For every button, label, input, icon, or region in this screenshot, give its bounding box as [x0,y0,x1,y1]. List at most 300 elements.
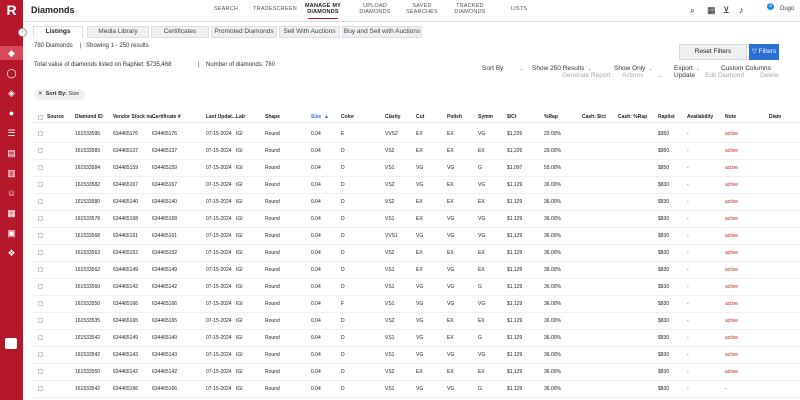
cell-cut: VG [416,284,424,290]
show-only-label: Show Only [614,65,646,72]
cell-clarity: VS2 [385,199,395,205]
cell-lab: IGI [236,199,243,205]
table-row[interactable] [33,228,800,245]
cell-pct-rap: 36.00% [544,199,561,205]
cell-clarity: VS1 [385,386,395,392]
cell-symm: EX [478,318,485,324]
grid-icon[interactable]: ▦ [7,208,16,218]
nav-lists[interactable]: LISTS [510,6,528,12]
column-header-certificate[interactable] [152,114,181,120]
column-header-shape[interactable] [265,114,280,120]
sidebar [0,0,23,400]
cell-clarity: VS1 [385,335,395,341]
cell-polish: VG [447,352,455,358]
row-checkbox[interactable] [38,284,43,289]
cell-certificate: 634465152 [152,250,178,256]
cell-color: D [341,267,345,273]
cell-vendor-stock: 634465166 [113,386,139,392]
tab-listings[interactable]: Listings [33,26,83,38]
cell-lab: IGI [236,216,243,222]
nav-upload-diamonds[interactable]: UPLOAD DIAMONDS [359,3,391,15]
cell-size: 0.04 [311,369,321,375]
cell-lab: IGI [236,233,243,239]
cell-price-per-ct: $1,129 [507,216,523,222]
column-header-vendor-stock[interactable] [113,114,157,120]
row-checkbox[interactable] [38,335,43,340]
cell-polish: VG [447,165,455,171]
cell-diamond-id: 161533560 [75,284,101,290]
summary-separator-2: | [198,62,200,68]
cell-vendor-stock: 634465143 [113,352,139,358]
cell-diamond-id: 161533578 [75,216,101,222]
row-checkbox[interactable] [38,301,43,306]
tab-certificates[interactable]: Certificates [151,26,209,38]
chart-icon[interactable]: ▥ [7,168,16,178]
column-header-lab[interactable] [236,114,245,120]
cell-note: active [725,284,739,290]
table-row[interactable] [33,262,800,279]
cell-availability: - [687,233,689,239]
cell-size: 0.04 [311,386,321,392]
cell-last-updated: 07-15-2024 [206,318,232,324]
cell-size: 0.04 [311,301,321,307]
cell-last-updated: 07-15-2024 [206,131,232,137]
cell-pct-rap: 36.00% [544,369,561,375]
cell-clarity: VVS1 [385,233,398,239]
chevron-down-icon: ⌄ [695,66,700,72]
table-row[interactable] [33,126,800,143]
column-header-cut[interactable] [416,114,424,120]
cell-pct-rap: 36.00% [544,386,561,392]
cell-raplist: $830 [658,199,670,205]
column-header-clarity[interactable] [385,114,401,120]
cell-diamond-id: 161533589 [75,148,101,154]
cell-availability: - [687,352,689,358]
row-checkbox[interactable] [38,267,43,272]
cell-clarity: VVS2 [385,131,398,137]
column-header-price-per-ct[interactable] [507,114,516,120]
number-of-diamonds: Number of diamonds: 780 [206,62,276,68]
cell-pct-rap: 36.00% [544,233,561,239]
column-header-diamond[interactable] [769,114,781,120]
cell-certificate: 634465142 [152,284,178,290]
cell-availability: - [687,199,689,205]
cell-cut: VG [416,165,424,171]
cell-lab: IGI [236,267,243,273]
cell-vendor-stock: 634465165 [113,318,139,324]
table-row[interactable] [33,143,800,160]
generate-report-button[interactable]: Generate Report [562,72,611,79]
column-header-size[interactable] [311,114,329,120]
cell-vendor-stock: 634465140 [113,199,139,205]
column-header-last-updated[interactable] [206,114,236,120]
table-row[interactable] [33,245,800,262]
cell-certificate: 634465166 [152,301,178,307]
cell-raplist: $830 [658,267,670,273]
avatar[interactable]: Dugo [780,6,795,12]
cell-certificate: 634465166 [152,386,178,392]
cell-note: active [725,369,739,375]
cell-size: 0.04 [311,233,321,239]
cell-vendor-stock: 634465149 [113,335,139,341]
cell-lab: IGI [236,284,243,290]
cell-polish: EX [447,199,454,205]
cell-certificate: 634465176 [152,131,178,137]
cell-color: D [341,216,345,222]
cell-availability: - [687,165,689,171]
column-header-label: $/Ct [507,114,517,120]
show-only-dropdown[interactable] [614,65,653,72]
cell-symm: VG [478,233,486,239]
cell-shape: Round [265,148,280,154]
table-row[interactable] [33,313,800,330]
cell-certificate: 634465159 [152,165,178,171]
cell-pct-rap: 36.00% [544,250,561,256]
cell-clarity: VS2 [385,148,395,154]
cell-raplist: $830 [658,352,670,358]
cell-price-per-ct: $1,129 [507,369,523,375]
cell-note: - [725,386,727,392]
cell-certificate: 634465161 [152,233,178,239]
row-checkbox[interactable] [38,318,43,323]
row-checkbox[interactable] [38,199,43,204]
column-header-label: Clarity [385,114,401,120]
column-header-diamond-id[interactable] [75,114,103,120]
nav-manage-my-diamonds[interactable]: MANAGE MY DIAMONDS [304,3,342,15]
nav-tradescreen[interactable]: TRADESCREEN [253,6,297,12]
cell-diamond-id: 161533580 [75,199,101,205]
cell-color: D [341,250,345,256]
show-results-label: Show 250 Results [532,65,585,72]
export-dropdown[interactable] [674,65,700,72]
cell-cut: VG [416,301,424,307]
cell-note: active [725,335,739,341]
cell-raplist: $830 [658,250,670,256]
cell-symm: G [478,165,482,171]
cell-availability: - [687,284,689,290]
cell-shape: Round [265,199,280,205]
cell-certificate: 634465143 [152,352,178,358]
cell-vendor-stock: 634465137 [113,148,139,154]
cell-symm: EX [478,199,485,205]
cell-price-per-ct: $1,129 [507,386,523,392]
cell-certificate: 634465137 [152,148,178,154]
cell-size: 0.04 [311,199,321,205]
cell-size: 0.04 [311,284,321,290]
cell-raplist: $830 [658,335,670,341]
cell-color: D [341,199,345,205]
cell-symm: EX [478,369,485,375]
cell-availability: - [687,318,689,324]
cell-vendor-stock: 634465167 [113,182,139,188]
search-icon[interactable]: ⌕ [690,5,696,15]
nav-saved-searches[interactable]: SAVED SEARCHES [406,3,438,15]
row-checkbox[interactable] [38,352,43,357]
table-row[interactable] [33,177,800,194]
tab-sell-with-auctions[interactable]: Sell With Auctions [279,26,340,38]
column-header-symm[interactable] [478,114,493,120]
cell-certificate: 634465167 [152,182,178,188]
cell-clarity: VS1 [385,165,395,171]
cell-certificate: 634465165 [152,318,178,324]
cell-size: 0.04 [311,131,321,137]
cell-pct-rap: 36.00% [544,301,561,307]
column-header-cash-pct-rap[interactable] [618,114,647,120]
cell-raplist: $830 [658,301,670,307]
cell-clarity: VS2 [385,182,395,188]
tab-buy-and-sell-with-auctions[interactable]: Buy and Sell with Auctions [342,26,422,38]
cell-last-updated: 07-15-2024 [206,386,232,392]
row-checkbox[interactable] [38,233,43,238]
sort-arrow-icon: ▲ [324,114,329,120]
cell-cut: EX [416,267,423,273]
column-header-label: %Rap [544,114,558,120]
filters-button[interactable] [749,44,779,60]
cell-cut: VG [416,386,424,392]
actions-dropdown[interactable] [622,72,662,79]
cell-diamond-id: 161533542 [75,352,101,358]
cell-polish: EX [447,369,454,375]
tab-promoted-diamonds[interactable]: Promoted Diamonds [211,26,277,38]
cell-polish: EX [447,131,454,137]
reset-filters-button[interactable]: Reset Filters [679,44,747,60]
nav-tracked-diamonds[interactable]: TRACKED DIAMONDS [454,3,486,15]
cell-certificate: 634465140 [152,199,178,205]
column-header-availability[interactable] [687,114,713,120]
cell-certificate: 634465168 [152,216,178,222]
cell-lab: IGI [236,318,243,324]
cell-shape: Round [265,182,280,188]
diamonds-table [33,112,800,400]
cell-diamond-id: 161533550 [75,369,101,375]
row-checkbox[interactable] [38,250,43,255]
table-row[interactable] [33,160,800,177]
cell-certificate: 634465149 [152,335,178,341]
bell-icon[interactable]: ♪ [739,5,744,15]
cell-diamond-id: 161533542 [75,335,101,341]
row-checkbox[interactable] [38,148,43,153]
cell-size: 0.04 [311,216,321,222]
cell-polish: EX [447,250,454,256]
cell-vendor-stock: 634465168 [113,216,139,222]
cell-pct-rap: 36.00% [544,182,561,188]
cell-color: F [341,301,345,307]
cell-symm: EX [478,148,485,154]
cell-last-updated: 07-15-2024 [206,335,232,341]
tab-media-library[interactable]: Media Library [87,26,149,38]
column-header-label: Cash: $/ct [582,114,606,120]
cell-raplist: $830 [658,318,670,324]
cell-vendor-stock: 634465142 [113,284,139,290]
cell-clarity: VS2 [385,250,395,256]
gem-icon[interactable]: ◈ [8,88,15,98]
cell-vendor-stock: 634465152 [113,250,139,256]
cell-clarity: VS2 [385,318,395,324]
cell-pct-rap: 59.00% [544,165,561,171]
cell-color: D [341,386,345,392]
cell-availability: - [687,182,689,188]
cell-diamond-id: 161533550 [75,301,101,307]
cell-availability: - [687,301,689,307]
cell-diamond-id: 161533582 [75,182,101,188]
users-icon[interactable]: ☺ [6,188,17,198]
select-all-checkbox[interactable] [38,115,43,120]
cell-color: D [341,284,345,290]
delete-button[interactable]: Delete [760,72,779,79]
column-header-raplist[interactable] [658,114,675,120]
cell-pct-rap: 36.00% [544,352,561,358]
cell-polish: EX [447,148,454,154]
table-row[interactable] [33,194,800,211]
cell-availability: - [687,369,689,375]
cell-note: active [725,131,739,137]
cell-size: 0.04 [311,148,321,154]
row-checkbox[interactable] [38,386,43,391]
table-row[interactable] [33,364,800,381]
cell-last-updated: 07-15-2024 [206,233,232,239]
diamond-icon[interactable]: ◆ [0,46,23,60]
sort-by-dropdown[interactable] [482,65,524,72]
table-row[interactable] [33,347,800,364]
cell-shape: Round [265,301,280,307]
drop-icon[interactable]: ● [8,108,15,118]
custom-columns-button[interactable]: Custom Columns [721,65,771,72]
cell-shape: Round [265,318,280,324]
calendar-icon[interactable]: ▣ [7,228,16,238]
filters-label: Filters [758,48,777,55]
cart-icon[interactable]: ⊻ [723,5,730,15]
cell-symm: VG [478,352,486,358]
cell-polish: EX [447,335,454,341]
cell-cut: EX [416,369,423,375]
cell-certificate: 634465142 [152,369,178,375]
cell-vendor-stock: 634465166 [113,301,139,307]
cell-lab: IGI [236,301,243,307]
cell-size: 0.04 [311,318,321,324]
cell-shape: Round [265,131,280,137]
cell-color: D [341,165,345,171]
sort-chip[interactable] [34,89,85,100]
show-results-dropdown[interactable] [532,65,592,72]
cell-raplist: $850 [658,165,670,171]
ring-icon[interactable]: ◯ [6,68,17,78]
cell-cut: EX [416,199,423,205]
cell-symm: VG [478,216,486,222]
cell-color: D [341,318,345,324]
chevron-down-icon: ⌄ [519,66,524,72]
cell-last-updated: 07-15-2024 [206,182,232,188]
cell-cut: VG [416,335,424,341]
column-header-source[interactable] [47,114,64,120]
cell-note: active [725,233,739,239]
row-checkbox[interactable] [38,131,43,136]
cell-diamond-id: 161533563 [75,250,101,256]
cell-last-updated: 07-15-2024 [206,301,232,307]
chevron-down-icon: ⌄ [587,66,592,72]
cell-price-per-ct: $1,129 [507,284,523,290]
list-icon[interactable]: ☰ [7,128,16,138]
cell-note: active [725,352,739,358]
row-checkbox[interactable] [38,182,43,187]
sort-chip-label: Sort By: [45,91,67,97]
cell-availability: - [687,386,689,392]
cell-polish: VG [447,386,455,392]
cell-clarity: VS1 [385,267,395,273]
cell-shape: Round [265,335,280,341]
table-row[interactable] [33,211,800,228]
cell-clarity: VS1 [385,216,395,222]
sort-by-label: Sort By [482,65,504,72]
cell-symm: EX [478,267,485,273]
cell-lab: IGI [236,369,243,375]
row-checkbox[interactable] [38,165,43,170]
cell-price-per-ct: $1,129 [507,267,523,273]
chevron-down-icon: ⌄ [657,73,662,79]
column-header-note[interactable] [725,114,736,120]
cell-price-per-ct: $1,129 [507,199,523,205]
cell-note: active [725,250,739,256]
cell-note: active [725,318,739,324]
calculator-icon[interactable]: ▦ [707,5,716,15]
table-row[interactable] [33,381,800,398]
column-header-color[interactable] [341,114,354,120]
clipboard-icon[interactable]: ▤ [7,148,16,158]
cell-shape: Round [265,352,280,358]
cell-cut: VG [416,233,424,239]
cell-polish: VG [447,233,455,239]
cell-vendor-stock: 634465142 [113,369,139,375]
column-header-pct-rap[interactable] [544,114,558,120]
cell-pct-rap: 36.00% [544,318,561,324]
close-icon[interactable]: ✕ [38,91,43,97]
cell-polish: VG [447,301,455,307]
row-checkbox[interactable] [38,216,43,221]
cell-color: D [341,182,345,188]
cell-diamond-id: 161533562 [75,267,101,273]
nav-search[interactable]: SEARCH [213,6,239,12]
table-row[interactable] [33,279,800,296]
cell-availability: - [687,148,689,154]
settings-icon[interactable]: ❖ [7,248,16,258]
actions-label: Actions [622,72,644,79]
total-value: Total value of diamonds listed on RapNet: $735,468 [34,62,172,68]
cell-symm: G [478,284,482,290]
column-header-label: Note [725,114,737,120]
cell-raplist: $830 [658,182,670,188]
row-checkbox[interactable] [38,369,43,374]
cell-color: D [341,352,345,358]
cell-polish: VG [447,216,455,222]
column-header-polish[interactable] [447,114,462,120]
column-header-cash-price-per-ct[interactable] [582,114,606,120]
rapnet-logo[interactable]: R [6,2,17,18]
cell-raplist: $830 [658,216,670,222]
cell-vendor-stock: 634465159 [113,165,139,171]
column-header-label: Availability [687,114,714,120]
cell-price-per-ct: $1,097 [507,165,523,171]
cell-availability: - [687,131,689,137]
cell-color: D [341,335,345,341]
sidebar-toggle-icon[interactable]: › [18,28,27,37]
update-button[interactable]: Update [674,72,695,79]
table-row[interactable] [33,330,800,347]
table-row[interactable] [33,296,800,313]
edit-diamond-button[interactable]: Edit Diamond [705,72,745,79]
cell-raplist: $950 [658,131,670,137]
chat-icon[interactable] [5,338,17,349]
cell-shape: Round [265,386,280,392]
cell-last-updated: 07-15-2024 [206,369,232,375]
